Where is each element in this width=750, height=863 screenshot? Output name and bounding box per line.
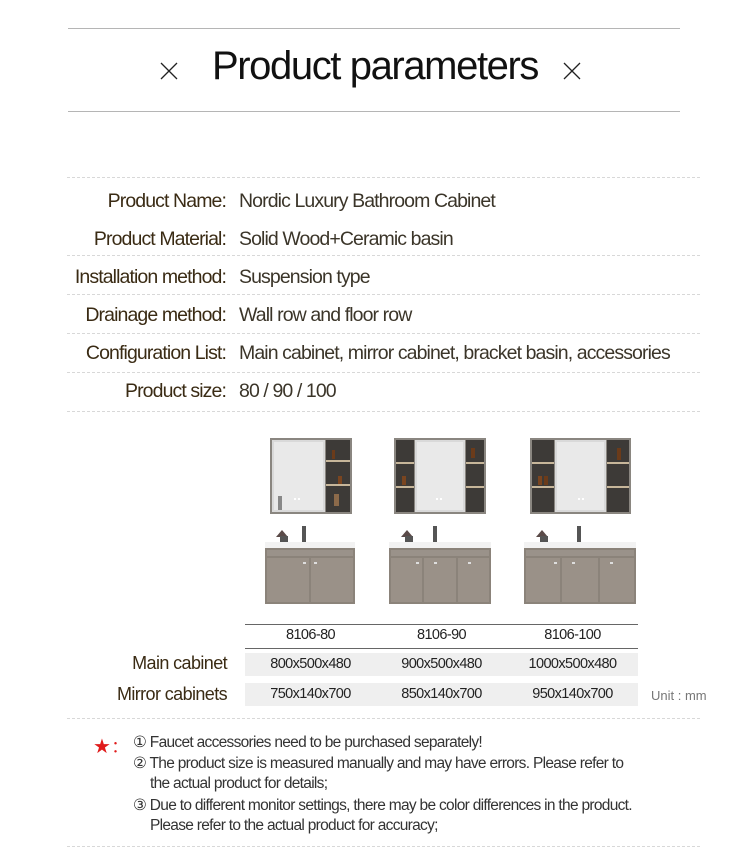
note-1: ① Faucet accessories need to be purchased separately! [133, 734, 483, 751]
divider [67, 294, 700, 295]
divider [67, 718, 700, 719]
page-title: Product parameters [211, 44, 539, 88]
table-cell: 800x500x480 [270, 656, 351, 672]
table-header-100: 8106-100 [544, 627, 601, 643]
table-cell: 950x140x700 [532, 686, 613, 702]
row-label-mirror-cabinets: Mirror cabinets [116, 684, 227, 704]
note-3-cont: Please refer to the actual product for accuracy; [150, 817, 438, 834]
param-label-configuration: Configuration List: [85, 342, 226, 364]
note-2: ② The product size is measured manually and may have errors. Please refer to [133, 755, 624, 772]
divider [67, 333, 700, 334]
param-label-installation: Installation method: [74, 266, 226, 288]
divider [67, 411, 700, 412]
divider [67, 255, 700, 256]
table-cell: 900x500x480 [401, 656, 482, 672]
table-top-rule [245, 624, 638, 625]
cabinet-80-image [262, 438, 358, 606]
param-label-name: Product Name: [107, 190, 226, 212]
cabinet-90-image [387, 438, 493, 606]
param-value-material: Solid Wood+Ceramic basin [239, 228, 453, 250]
param-value-drainage: Wall row and floor row [239, 304, 412, 326]
table-header-rule [245, 648, 638, 649]
star-icon: ★： [93, 736, 131, 758]
table-cell: 1000x500x480 [528, 656, 617, 672]
param-label-drainage: Drainage method: [85, 304, 226, 326]
unit-label: Unit : mm [651, 688, 707, 703]
divider [67, 372, 700, 373]
note-2-cont: the actual product for details; [150, 775, 328, 792]
param-value-size: 80 / 90 / 100 [239, 380, 336, 402]
param-label-size: Product size: [124, 380, 226, 402]
table-header-90: 8106-90 [416, 627, 466, 643]
note-3: ③ Due to different monitor settings, there may be color differences in the product. [133, 797, 632, 814]
param-label-material: Product Material: [93, 228, 226, 250]
row-label-main-cabinet: Main cabinet [132, 653, 227, 673]
divider [67, 846, 700, 847]
header-top-rule [68, 28, 680, 29]
header-bottom-rule [68, 111, 680, 112]
divider [67, 177, 700, 178]
param-value-installation: Suspension type [239, 266, 370, 288]
decorative-x-icon-right [561, 60, 583, 82]
table-cell: 850x140x700 [401, 686, 482, 702]
table-header-80: 8106-80 [285, 627, 335, 643]
param-value-name: Nordic Luxury Bathroom Cabinet [239, 190, 495, 212]
param-value-configuration: Main cabinet, mirror cabinet, bracket basin, accessories [239, 342, 670, 364]
cabinet-100-image [522, 438, 638, 606]
table-cell: 750x140x700 [270, 686, 351, 702]
